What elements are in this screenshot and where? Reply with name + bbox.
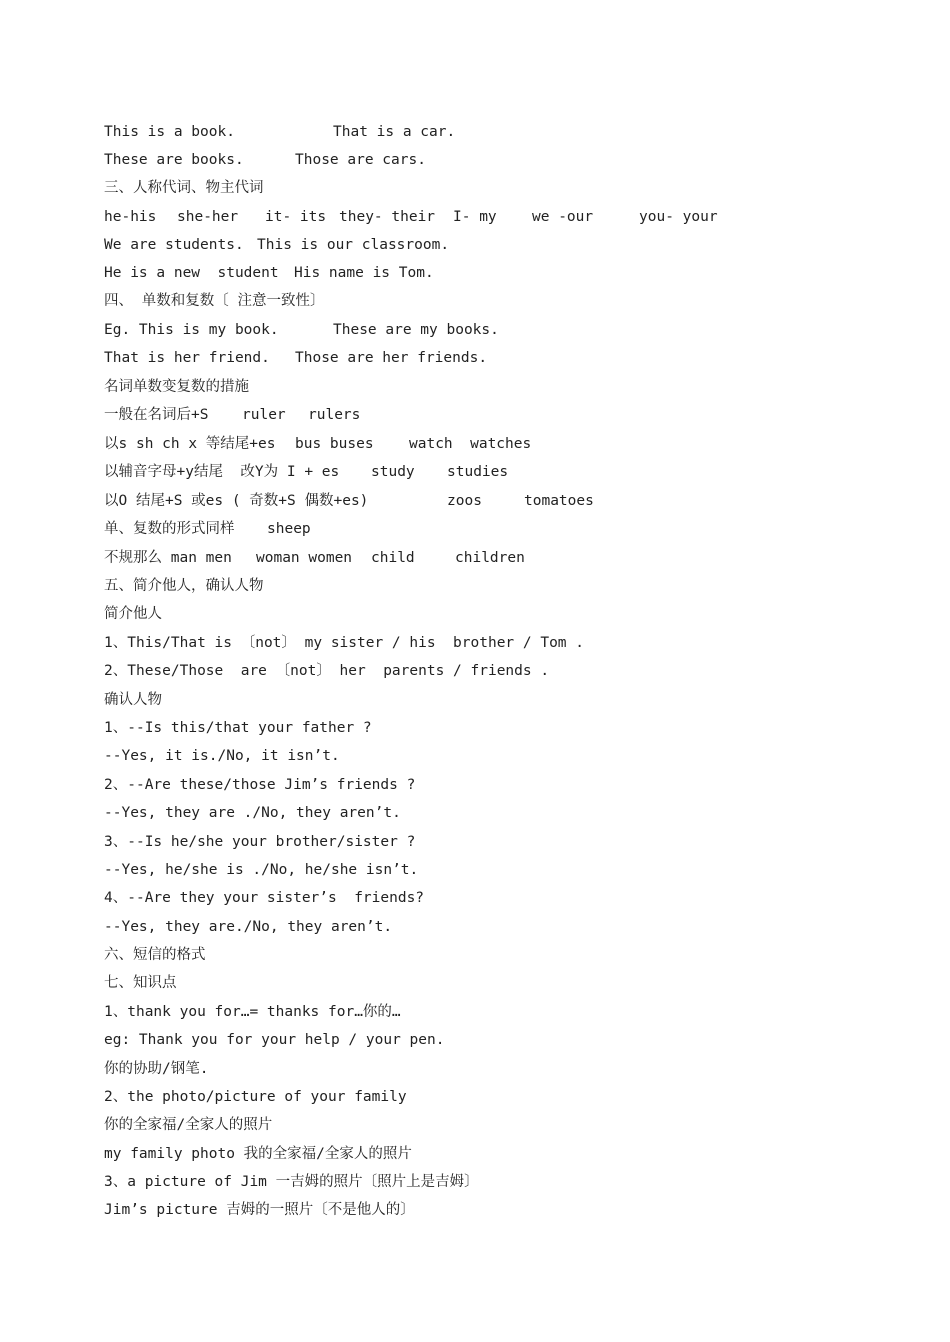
- example-studies: studies: [447, 464, 509, 480]
- text-he-is-a-new-student: He is a new student: [104, 265, 279, 281]
- section-heading-pronouns: 三、人称代词、物主代词: [104, 180, 264, 196]
- text-these-are-books: These are books.: [104, 152, 244, 168]
- rule-add-es-text: 以s sh ch x 等结尾+es: [104, 436, 276, 452]
- subheading-identify-people: 确认人物: [104, 692, 162, 708]
- text-that-is-a-car: That is a car.: [333, 124, 456, 140]
- rule-ending-o: [104, 491, 594, 511]
- section-heading-introduce: 五、简介他人，确认人物: [104, 578, 264, 594]
- answer-2: --Yes, they are ./No, they aren’t.: [104, 805, 401, 821]
- point-1-example: eg: Thank you for your help / your pen.: [104, 1032, 445, 1048]
- example-rulers: rulers: [308, 407, 361, 423]
- example-study: study: [371, 464, 415, 480]
- rule-irregular-text: 不规那么 man men: [104, 550, 232, 566]
- line-example-friends: [104, 348, 488, 368]
- section-heading-knowledge-points: 七、知识点: [104, 975, 177, 991]
- line-example-books: [104, 320, 499, 340]
- pronoun-you-your: you- your: [639, 209, 718, 225]
- pronoun-we-our: we -our: [532, 209, 594, 225]
- question-4: 4、--Are they your sister’s friends?: [104, 890, 425, 906]
- rule-add-es: [104, 434, 532, 454]
- line-demonstrative-plural: [104, 150, 426, 170]
- section-heading-message-format: 六、短信的格式: [104, 947, 206, 963]
- question-1: 1、--Is this/that your father ?: [104, 720, 372, 736]
- pronoun-he-his: he-his: [104, 209, 157, 225]
- line-he-is-a-new-student: [104, 263, 434, 283]
- line-we-are-students: [104, 235, 450, 255]
- text-those-are-cars: Those are cars.: [295, 152, 426, 168]
- answer-3: --Yes, he/she is ./No, he/she isn’t.: [104, 862, 419, 878]
- text-his-name-is-tom: His name is Tom.: [294, 265, 434, 281]
- question-2: 2、--Are these/those Jim’s friends ?: [104, 777, 416, 793]
- text-that-is-her-friend: That is her friend.: [104, 350, 270, 366]
- pronoun-i-my: I- my: [453, 209, 497, 225]
- example-child: child: [371, 550, 415, 566]
- point-3-picture-of-jim: 3、a picture of Jim 一吉姆的照片〔照片上是吉姆〕: [104, 1174, 479, 1190]
- pattern-1-this-that: 1、This/That is 〔not〕 my sister / his brother / Tom .: [104, 635, 584, 651]
- text-these-are-my-books: These are my books.: [333, 322, 499, 338]
- rule-same-form-text: 单、复数的形式同样: [104, 521, 235, 537]
- question-3: 3、--Is he/she your brother/sister ?: [104, 834, 416, 850]
- point-2-photo-of-family: 2、the photo/picture of your family: [104, 1089, 407, 1105]
- rule-consonant-y-text: 以辅音字母+y结尾 改Y为 I + es: [104, 464, 340, 480]
- answer-4: --Yes, they are./No, they aren’t.: [104, 919, 393, 935]
- subheading-plural-rules: 名词单数变复数的措施: [104, 379, 249, 395]
- rule-irregular: [104, 548, 525, 568]
- text-eg-this-is-my-book: Eg. This is my book.: [104, 322, 279, 338]
- pronoun-they-their: they- their: [339, 209, 436, 225]
- rule-add-s: [104, 405, 361, 425]
- rule-ending-o-text: 以O 结尾+S 或es ( 奇数+S 偶数+es): [104, 493, 369, 509]
- example-zoos: zoos: [447, 493, 482, 509]
- example-ruler: ruler: [242, 407, 286, 423]
- text-this-is-a-book: This is a book.: [104, 124, 235, 140]
- line-pronoun-pairs: [104, 207, 718, 227]
- example-woman-women: woman women: [256, 550, 353, 566]
- rule-consonant-y: [104, 462, 509, 482]
- example-tomatoes: tomatoes: [524, 493, 594, 509]
- pronoun-she-her: she-her: [177, 209, 239, 225]
- text-those-are-her-friends: Those are her friends.: [295, 350, 488, 366]
- answer-1: --Yes, it is./No, it isn’t.: [104, 748, 340, 764]
- example-children: children: [455, 550, 525, 566]
- example-sheep: sheep: [267, 521, 311, 537]
- example-watch-watches: watch watches: [409, 436, 532, 452]
- section-heading-singular-plural: 四、 单数和复数〔 注意一致性〕: [104, 293, 325, 309]
- example-bus-buses: bus buses: [295, 436, 374, 452]
- point-2-translation: 你的全家福/全家人的照片: [104, 1117, 273, 1133]
- pattern-2-these-those: 2、These/Those are 〔not〕 her parents / friends .: [104, 663, 550, 679]
- text-this-is-our-classroom: This is our classroom.: [257, 237, 450, 253]
- rule-same-form: [104, 519, 311, 539]
- subheading-introduce-others: 简介他人: [104, 606, 162, 622]
- point-1-translation: 你的协助/钢笔.: [104, 1061, 209, 1077]
- line-demonstrative-singular: [104, 122, 456, 142]
- text-we-are-students: We are students.: [104, 237, 244, 253]
- point-3-jims-picture: Jim’s picture 吉姆的一照片〔不是他人的〕: [104, 1202, 415, 1218]
- point-1-thank-you-for: 1、thank you for…= thanks for…你的…: [104, 1004, 401, 1020]
- rule-add-s-text: 一般在名词后+S: [104, 407, 209, 423]
- point-2-my-family-photo: my family photo 我的全家福/全家人的照片: [104, 1146, 412, 1162]
- pronoun-it-its: it- its: [265, 209, 327, 225]
